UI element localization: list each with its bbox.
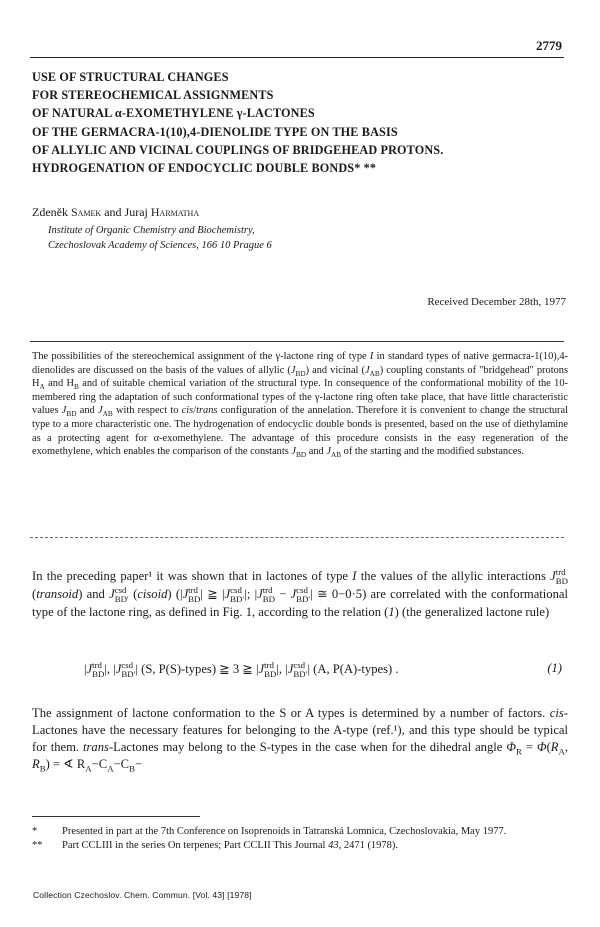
equation-number: (1) [547, 661, 562, 675]
footnote-rule [32, 816, 200, 817]
author-1-given-name: Zdeněk [32, 205, 68, 219]
title-line: OF THE GERMACRA-1(10),4-DIENOLIDE TYPE ON THE BASIS [32, 124, 398, 139]
page-number: 2779 [536, 38, 562, 53]
received-date: Received December 28th, 1977 [427, 296, 566, 308]
abstract-top-rule [30, 341, 564, 342]
affiliation [48, 223, 272, 253]
footnote [32, 839, 568, 853]
body-paragraph-2: The assignment of lactone conformation to the S or A types is determined by a number of factors. cis-Lactones have the necessary features for belonging to the A-type (ref.¹), and this type should be typical for them. trans-Lactones may belong to the S-types in the case when for the dihedral angle $\Phi_R = \Phi(R_A$, $R_B$) = ∢ $R_A-C_A-C_B-$ [32, 706, 568, 774]
equation-body: |J trd BD |, |J csd BD′ | (S, P(S)-types) ≧ 3 ≧ |J trd BD |, |J csd BD′ | (A, P(A)-types) . [84, 660, 399, 680]
title-line: HYDROGENATION OF ENDOCYCLIC DOUBLE BONDS* ** [32, 161, 377, 176]
abstract: The possibilities of the stereochemical assignment of the γ-lactone ring of type I in standard types of native germacra-1(10),4-dienolides are discussed on the basis of the values of allylic $(J_{BD})$ and vicinal $(J_{AB})$ coupling constants of "bridgehead" protons $H_A$ and $H_B$ and of suitable chemical variation of the structural type. In consequence of the conformational mobility of the 10-membered ring the adaptation of such conformational types of the γ-lactone ring often take place, that have little characteristic values $J_{BD}$ and $J_{AB}$ with respect to cis/trans configuration of the annelation. Therefore it is convenient to change the structural type to a more characteristic one. The hydrogenation of endocyclic double bonds is presented, based on the use of diethylamine as a protecting agent for α-exomethylene. The advantage of this procedure consists in the easy regeneration of the exomethylene, which enables the comparison of the constants $J_{BD}$ and $J_{AB}$ of the starting and the modified substances. [32, 351, 569, 460]
abstract-bottom-rule [30, 537, 564, 538]
author-2-given-name: Juraj [124, 205, 148, 219]
title-line: OF NATURAL α-EXOMETHYLENE γ-LACTONES [32, 106, 315, 121]
footnote-mark: * [32, 826, 38, 837]
footnote-text: Presented in part at the 7th Conference on Isoprenoids in Tatranská Lomnica, Czechoslovakia, May 1977. [62, 826, 507, 837]
journal-citation-line: Collection Czechoslov. Chem. Commun. [Vol. 43] [1978] [33, 890, 252, 900]
article-title [32, 68, 572, 177]
footnote [32, 825, 568, 839]
body-paragraph-1: In the preceding paper¹ it was shown that in lactones of type I the values of the allylic interactions J trd BD (transoid) and J csd BD′ (cisoid) (|J trd BD | ≧ |J csd BD′ |; |J trd BD − J csd BD′ | ≅ 0−0·5) are correlated with the conformational type of the lactone ring, as defined in Fig. 1, according to the relation (1) (the generalized lactone rule) [32, 567, 569, 619]
affiliation-line: Czechoslovak Academy of Sciences, 166 10 Prague 6 [48, 240, 272, 251]
footnotes [32, 825, 568, 853]
equation-1 [32, 661, 568, 681]
title-line: OF ALLYLIC AND VICINAL COUPLINGS OF BRIDGEHEAD PROTONS. [32, 142, 444, 157]
affiliation-line: Institute of Organic Chemistry and Biochemistry, [48, 225, 255, 236]
footnote-mark: ** [32, 840, 43, 851]
author-1-family-name: Samek [70, 205, 102, 219]
title-line: USE OF STRUCTURAL CHANGES [32, 70, 229, 84]
footnote-text: Part CCLIII in the series On terpenes; Part CCLII This Journal 43, 2471 (1978). [62, 840, 399, 851]
title-line: FOR STEREOCHEMICAL ASSIGNMENTS [32, 88, 274, 103]
header-rule [30, 57, 564, 58]
author-2-family-name: Harmatha [150, 205, 200, 219]
authors [32, 205, 199, 220]
author-conjunction: and [104, 205, 122, 219]
